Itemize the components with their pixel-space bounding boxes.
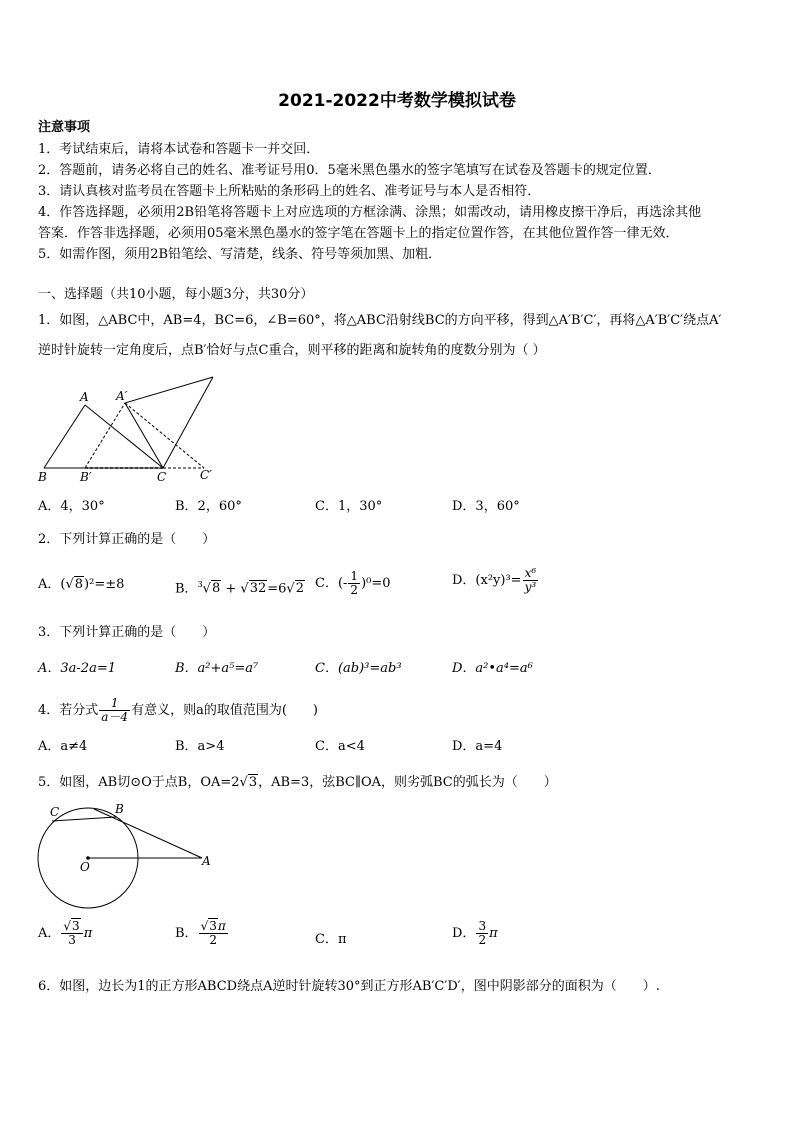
q2-option-d: D．(x²y)³= $\frac{\text{x⁶}}{\text{y³}}$ (452, 566, 537, 594)
q1-option-d: D．3，60° (452, 499, 520, 514)
notice-item: 答案．作答非选择题，必须用05毫米黑色墨水的签字笔在答题卡上的指定位置作答，在其他位置作答一律无效． (38, 226, 679, 241)
question-3-stem: 3．下列计算正确的是（ ） (38, 625, 216, 640)
q1-option-b: B．2，60° (175, 499, 242, 514)
question-1-line-1: 1．如图，△ABC中，AB=4，BC=6，∠B=60°，将△ABC沿射线BC的方向平移，得到△A′B′C′，再将△A′B′C′绕点A′ (38, 313, 722, 328)
label-c: C (50, 805, 60, 819)
label-o: O (80, 860, 90, 874)
notice-heading: 注意事项 (38, 120, 91, 135)
q4-option-c: C．a<4 (315, 739, 365, 754)
q5-option-a: A． $\frac{√3}{3}$ π (38, 919, 93, 947)
question-1-line-2: 逆时针旋转一定角度后，点B′恰好与点C重合，则平移的距离和旋转角的度数分别为（ ） (38, 343, 546, 358)
q5-option-b: B． $\frac{√3\pi}{2}$ (175, 919, 226, 947)
q3-option-a: A．3a-2a=1 (38, 661, 116, 676)
page-title: 2021-2022中考数学模拟试卷 (278, 91, 516, 111)
notice-item: 2．答题前，请务必将自己的姓名、准考证号用0．5毫米黑色墨水的签字笔填写在试卷及答题卡的规定位置． (38, 163, 661, 178)
question-5-figure (30, 798, 220, 918)
q1-option-c: C．1，30° (315, 499, 383, 514)
label-a-prime: A′ (116, 389, 128, 403)
question-2-stem: 2．下列计算正确的是（ ） (38, 532, 216, 547)
question-4-stem: 4．若分式 $\frac{1}{a-4}$ 有意义，则a的取值范围为( ) (38, 696, 318, 724)
label-c: C (157, 470, 167, 484)
q2-option-a: A．(√8)²=±8 (38, 577, 125, 592)
q3-option-d: D．a²•a⁴=a⁶ (452, 661, 533, 676)
notice-item: 3．请认真核对监考员在答题卡上所粘贴的条形码上的姓名、准考证号与本人是否相符． (38, 184, 541, 199)
q5-option-c: C．π (315, 932, 347, 947)
q4-option-b: B．a>4 (175, 739, 225, 754)
q3-option-b: B．a²+a⁵=a⁷ (175, 661, 259, 676)
q2-option-b: B．$^3$√8 + √32=6√2 (175, 580, 304, 597)
label-b: B (115, 802, 124, 816)
label-b: B (38, 470, 47, 484)
q5-option-d: D． $\frac{3}{2}$ π (452, 919, 498, 947)
notice-item: 5．如需作图，须用2B铅笔绘、写清楚，线条、符号等须加黑、加粗． (38, 247, 442, 262)
label-a: A (80, 390, 89, 404)
section-heading: 一、选择题（共10小题，每小题3分，共30分） (38, 287, 314, 302)
notice-item: 4．作答选择题，必须用2B铅笔将答题卡上对应选项的方框涂满、涂黑；如需改动，请用橡皮擦干净后，再选涂其他 (38, 205, 702, 220)
label-a: A (202, 854, 211, 868)
question-6-stem: 6．如图，边长为1的正方形ABCD绕点A逆时针旋转30°到正方形AB′C′D′，图中阴影部分的面积为（ ）. (38, 979, 660, 994)
question-1-figure (30, 370, 230, 488)
label-c-prime: C′ (200, 468, 212, 482)
question-5-stem: 5．如图，AB切⊙O于点B，OA=2√3，AB=3，弦BC∥OA，则劣弧BC的弧长为（ ） (38, 775, 557, 790)
q4-option-d: D．a=4 (452, 739, 503, 754)
q2-option-c: C．(- $\frac{1}{2}$ )⁰=0 (315, 569, 391, 597)
notice-item: 1．考试结束后，请将本试卷和答题卡一并交回． (38, 142, 320, 157)
q3-option-c: C．(ab)³=ab³ (315, 661, 402, 676)
label-b-prime: B′ (80, 470, 92, 484)
q4-option-a: A．a≠4 (38, 739, 88, 754)
q1-option-a: A．4，30° (38, 499, 105, 514)
